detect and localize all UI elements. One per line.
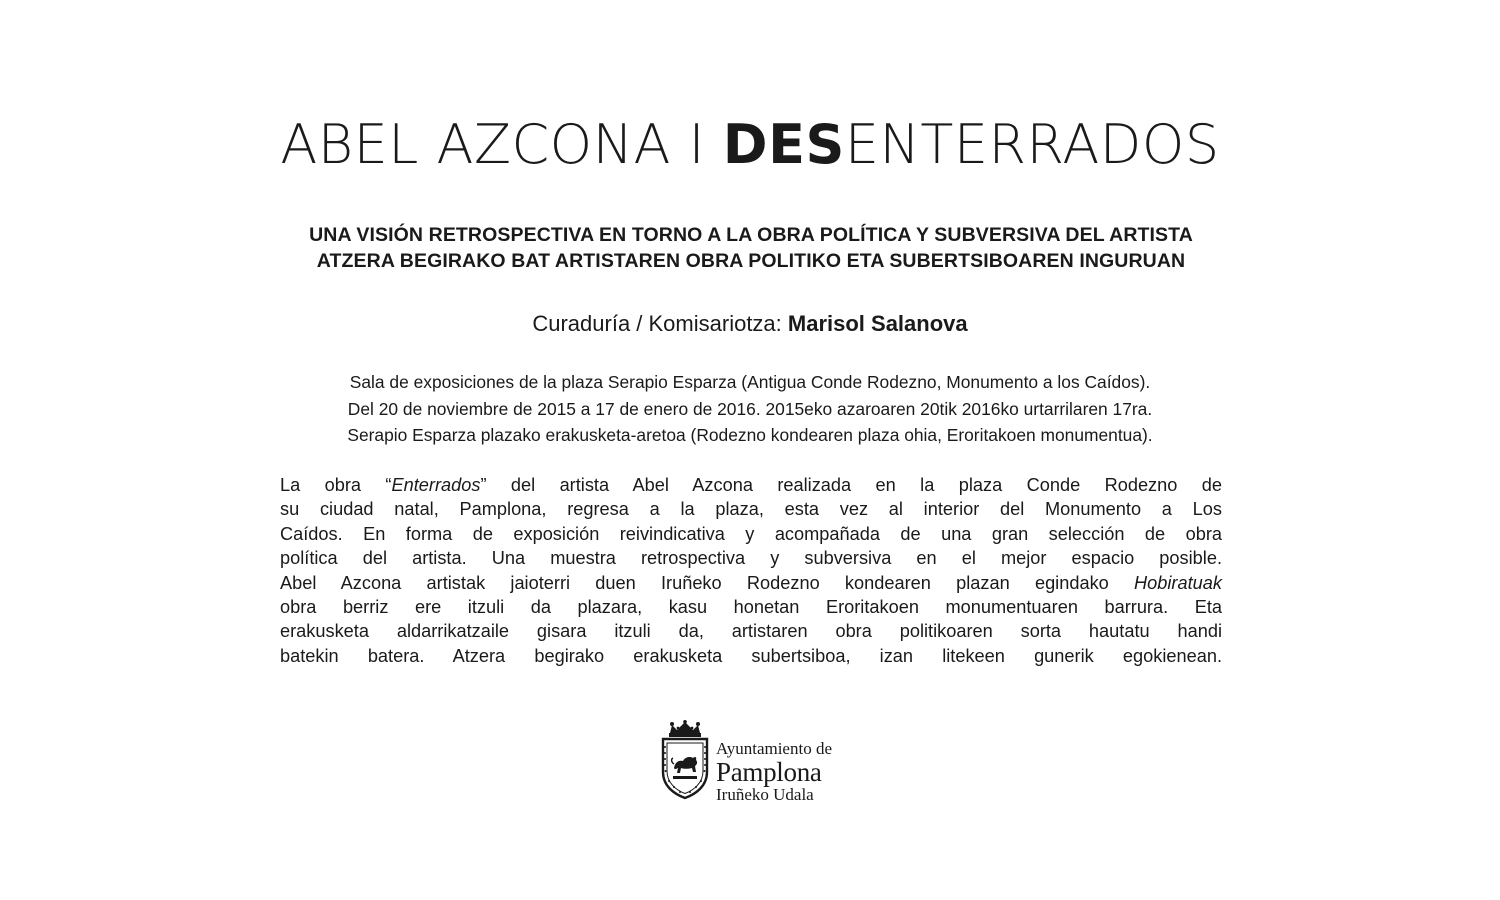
- artwork-title-enterrados: Enterrados: [391, 475, 481, 495]
- body-line-6: obra berriz ere itzuli da plazara, kasu honetan Eroritakoen monumentuaren barrura. Eta: [280, 597, 1222, 618]
- venue-line-spanish: Sala de exposiciones de la plaza Serapio Esparza (Antigua Conde Rodezno, Monumento a los Caídos).: [349, 372, 1151, 392]
- venue-line-basque: Serapio Esparza plazako erakusketa-aretoa (Rodezno kondearen plaza ohia, Eroritakoen monumentua).: [347, 425, 1153, 445]
- body-text-segment: ” del artista Abel Azcona realizada en la plaza Conde Rodezno de: [480, 475, 1223, 495]
- subtitle-spanish: UNA VISIÓN RETROSPECTIVA EN TORNO A LA OBRA POLÍTICA Y SUBVERSIVA DEL ARTISTA: [309, 224, 1193, 246]
- body-line-1: [280, 473, 1222, 497]
- body-line-3: Caídos. En forma de exposición reivindicativa y acompañada de una gran selección de obra: [280, 523, 1222, 544]
- exhibition-title: [0, 112, 1500, 178]
- title-enterrados: ENTERRADOS: [844, 113, 1220, 176]
- curator-line: [0, 309, 1500, 339]
- logo-text: [716, 740, 832, 804]
- logo-udala: Iruñeko Udala: [716, 785, 814, 804]
- venue-info: [260, 369, 1240, 449]
- body-line-4: política del artista. Una muestra retrospectiva y subversiva en el mejor espacio posible.: [280, 548, 1222, 569]
- logo-ayuntamiento: Ayuntamiento de: [716, 739, 832, 758]
- body-text-segment: La obra “: [280, 475, 392, 495]
- coat-of-arms-icon: [660, 720, 710, 800]
- subtitles: [280, 222, 1222, 274]
- body-line-2: su ciudad natal, Pamplona, regresa a la plaza, esta vez al interior del Monumento a Los: [280, 499, 1222, 520]
- title-artist: ABEL AZCONA I: [280, 113, 723, 176]
- body-line-8: batekin batera. Atzera begirako erakusketa subertsiboa, izan litekeen gunerik egokienean.: [280, 645, 1222, 666]
- curator-name: Marisol Salanova: [787, 311, 968, 336]
- body-line-7: erakusketa aldarrikatzaile gisara itzuli da, artistaren obra politikoaren sorta hautatu handi: [280, 621, 1222, 642]
- description-paragraph: [280, 473, 1222, 668]
- venue-dates: Del 20 de noviembre de 2015 a 17 de enero de 2016. 2015eko azaroaren 20tik 2016ko urtarrilaren 17ra.: [347, 398, 1153, 419]
- subtitle-basque: ATZERA BEGIRAKO BAT ARTISTAREN OBRA POLITIKO ETA SUBERTSIBOAREN INGURUAN: [316, 250, 1186, 272]
- body-line-5: [280, 571, 1222, 595]
- logo-pamplona: Pamplona: [716, 757, 822, 787]
- pamplona-logo: [660, 720, 850, 812]
- body-text-segment: Abel Azcona artistak jaioterri duen Iruñeko Rodezno kondearen plazan egindako: [280, 572, 1135, 593]
- artwork-title-hobiratuak: Hobiratuak: [1134, 572, 1222, 593]
- curator-label: Curaduría / Komisariotza:: [532, 311, 788, 336]
- title-des: DES: [722, 113, 845, 176]
